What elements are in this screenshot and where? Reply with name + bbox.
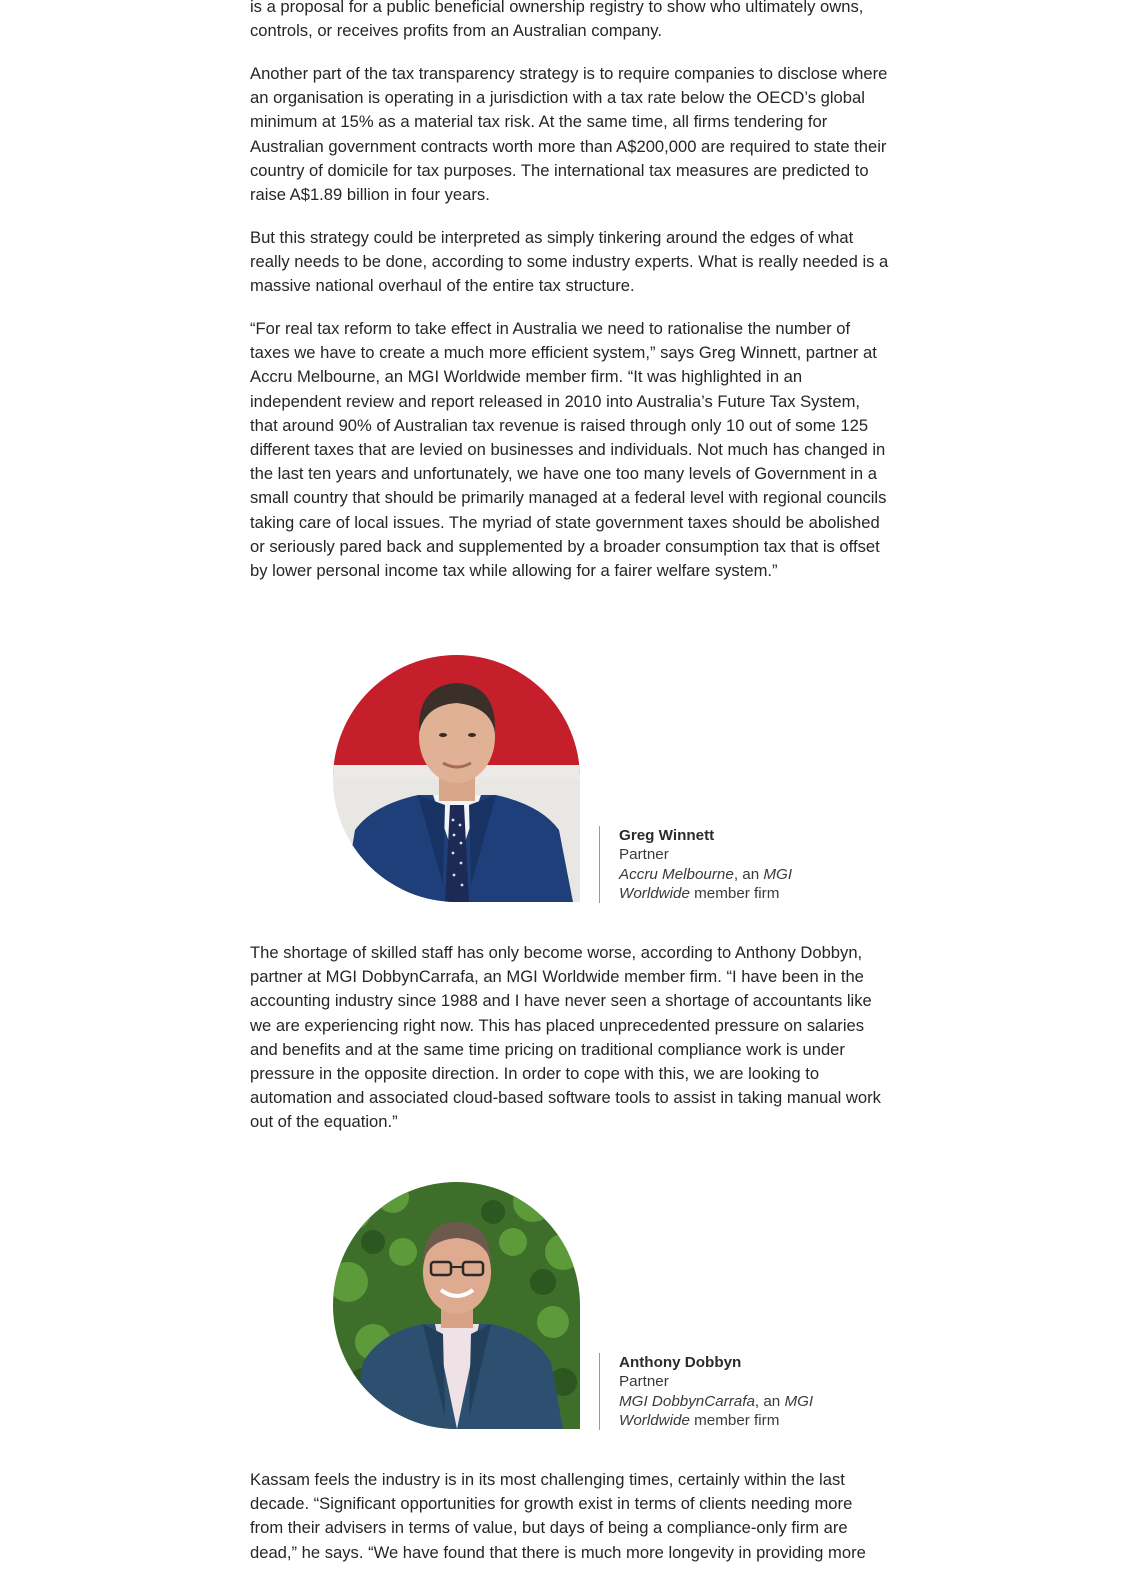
firm-name: MGI DobbynCarrafa bbox=[619, 1392, 755, 1410]
network-name: MGI Worldwide bbox=[619, 1392, 814, 1429]
firm-separator: , an bbox=[733, 865, 764, 883]
profile-name: Greg Winnett bbox=[619, 827, 715, 845]
profile-caption-greg-winnett bbox=[599, 826, 849, 903]
profile-role: Partner bbox=[619, 1373, 669, 1391]
article-paragraph-6: Kassam feels the industry is in its most challenging times, certainly within the last decade. “Significant opportunities for growth exist in terms of clients needing more from their advisers in terms of value, but days of being a compliance-only firm are dead,” he says. “We have found that there is much more longevity in providing more bbox=[250, 1470, 866, 1562]
profile-name: Anthony Dobbyn bbox=[619, 1354, 742, 1372]
article-paragraph-2: Another part of the tax transparency strategy is to require companies to disclose where an organisation is operating in a jurisdiction with a tax rate below the OECD’s global minimum at 15% as a material tax risk. At the same time, all firms tendering for Australian government contracts worth more than A$200,000 are required to state their country of domicile for tax purposes. The international tax measures are predicted to raise A$1.89 billion in four years. bbox=[250, 64, 888, 205]
article-paragraph-4: “For real tax reform to take effect in Australia we need to rationalise the number of taxes we have to create a much more efficient system,” says Greg Winnett, partner at Accru Melbourne, an MGI Worldwide member firm. “It was highlighted in an independent review and report released in 2010 into Australia’s Future Tax System, that around 90% of Australian tax revenue is raised through only 10 out of some 125 different taxes that are levied on businesses and individuals. Not much has changed in the last ten years and unfortunately, we have one too many levels of Government in a small country that should be primarily managed at a federal level with regional councils taking care of local issues. The myriad of state government taxes should be abolished or seriously pared back and supplemented by a broader consumption tax that is offset by lower personal income tax while allowing for a fairer welfare system.” bbox=[250, 319, 887, 581]
profile-firm bbox=[619, 1393, 813, 1429]
network-suffix: member firm bbox=[689, 884, 780, 902]
firm-name: Accru Melbourne bbox=[619, 865, 734, 883]
profile-card-greg-winnett bbox=[333, 655, 893, 903]
profile-firm bbox=[619, 866, 792, 902]
article-paragraph-5: The shortage of skilled staff has only become worse, according to Anthony Dobbyn, partner at MGI DobbynCarrafa, an MGI Worldwide member firm. “I have been in the accounting industry since 1988 and I have never seen a shortage of accountants like we are experiencing right now. This has placed unprecedented pressure on salaries and benefits and at the same time pricing on traditional compliance work is under pressure in the opposite direction. In order to cope with this, we are looking to automation and associated cloud-based software tools to assist in taking manual work out of the equation.” bbox=[250, 943, 881, 1132]
network-name: MGI Worldwide bbox=[619, 865, 793, 902]
profile-card-anthony-dobbyn bbox=[333, 1182, 893, 1430]
portrait-photo-anthony-dobbyn bbox=[333, 1182, 580, 1429]
profile-role: Partner bbox=[619, 846, 669, 864]
portrait-photo-greg-winnett bbox=[333, 655, 580, 902]
profile-caption-anthony-dobbyn bbox=[599, 1353, 849, 1430]
firm-separator: , an bbox=[754, 1392, 785, 1410]
network-suffix: member firm bbox=[689, 1411, 780, 1429]
article-paragraph-1: is a proposal for a public beneficial ownership registry to show who ultimately owns, controls, or receives profits from an Australian company. bbox=[250, 0, 864, 41]
article-paragraph-3: But this strategy could be interpreted as simply tinkering around the edges of what really needs to be done, according to some industry experts. What is really needed is a massive national overhaul of the entire tax structure. bbox=[250, 228, 889, 296]
